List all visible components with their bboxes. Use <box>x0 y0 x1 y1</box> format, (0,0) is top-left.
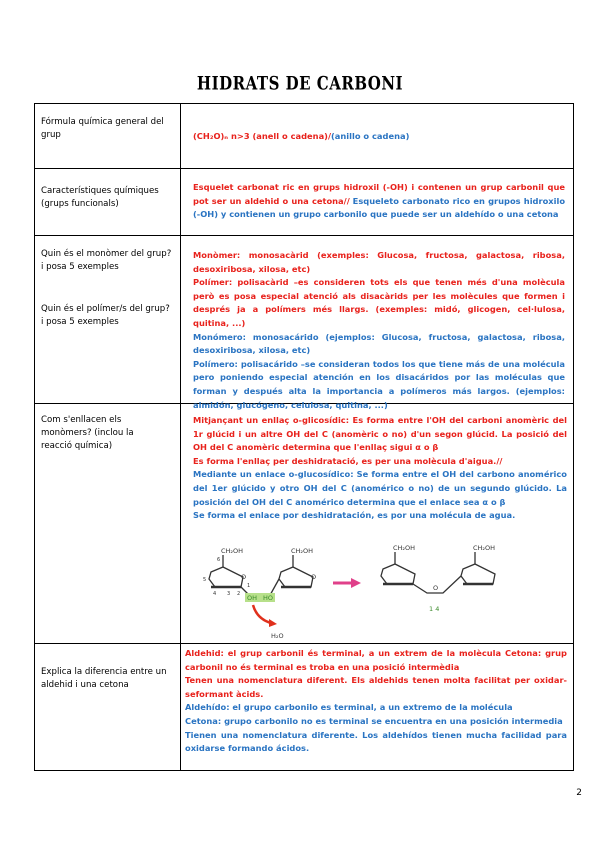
glucose-ring-2 <box>269 555 313 597</box>
formula-answer-catalan: (CH₂O)ₙ n>3 (anell o cadena)/ <box>193 131 331 141</box>
aldehyde-answer-catalan-2: Tenen una nomenclatura diferent. Els aldehids tenen molta facilitat per oxidar-seformant àcids. <box>185 675 567 699</box>
oh-label: OH <box>247 594 258 602</box>
bonding-answer-spanish: Mediante un enlace o-glucosídico: Se forma entre el OH del carbono anomérico del 1er glúcido y otro OH del C (anomérico o no) de un segundo glúcido. La posición del OH del C anomérico determina que el enlace sea α o β <box>193 469 567 507</box>
question-cell <box>35 104 181 169</box>
bonding-answer-catalan-2: Es forma l'enllaç per deshidratació, es per una molècula d'aigua.// <box>193 455 503 466</box>
reaction-arrowhead-icon <box>351 578 361 588</box>
carbon-number: 1 <box>247 583 251 589</box>
table-row <box>35 644 574 771</box>
question-cell <box>35 169 181 236</box>
bonding-answer-spanish-2: Se forma el enlace por deshidratación, es por una molécula de agua. <box>193 510 516 521</box>
question-cell <box>35 644 181 771</box>
bridge-oxygen-label: O <box>433 584 439 592</box>
bonding-answer-catalan: Mitjançant un enllaç o-glicosídic: Es forma entre l'OH del carboni anomèric del 1r glúcid i un altre OH del C (anomèric o no) d'un segon glúcid. La posició del OH del C anomèric determina que l'enllaç sigui α o β <box>193 415 567 453</box>
ho-label: HO <box>263 594 274 602</box>
water-label: H₂O <box>271 632 284 640</box>
aldehyde-question: Explica la diferencia entre un aldehid i una cetona <box>41 667 167 690</box>
carbohydrates-table <box>34 103 574 771</box>
aldehyde-answer-spanish: Aldehído: el grupo carbonilo es terminal, a un extremo de la molécula <box>185 702 513 713</box>
ch2oh-label-2: CH₂OH <box>291 547 314 555</box>
ch2oh-label-4: CH₂OH <box>473 544 496 552</box>
carbon-number: 6 <box>217 557 221 563</box>
formula-answer-spanish: (anillo o cadena) <box>331 131 410 141</box>
ch2oh-label-3: CH₂OH <box>393 544 416 552</box>
glycosidic-bond-diagram <box>193 539 571 643</box>
monomer-answer-catalan: Monòmer: monosacàrid (exemples: Glucosa, fructosa, galactosa, ribosa, desoxiribosa, xilosa, etc) <box>193 250 565 274</box>
carbon-number: 4 <box>213 591 217 597</box>
ring-oxygen-label-2: O <box>311 573 317 581</box>
page-number: 2 <box>576 788 582 798</box>
characteristics-answer-spanish: Esqueleto carbonato rico en grupos hidroxilo (-OH) y contienen un grupo carbonilo que puede ser un aldehído o una cetona <box>193 195 566 220</box>
table-row <box>35 236 574 404</box>
page-title: HIDRATS DE CARBONI <box>196 71 404 95</box>
aldehyde-answer-catalan: Aldehid: el grup carbonil és terminal, a un extrem de la molècula Cetona: grup carbonil no és terminal es troba en una posició intermèdia <box>185 648 567 672</box>
monomer-answer-spanish: Monómero: monosacárido (ejemplos: Glucosa, fructosa, galactosa, ribosa, desoxiribosa, xilosa, etc) <box>193 331 565 356</box>
characteristics-question: Característiques químiques (grups funcionals) <box>41 186 159 209</box>
answer-cell <box>181 104 574 169</box>
carbon-number: 3 <box>227 591 231 597</box>
table-row <box>35 404 574 644</box>
ketone-answer-spanish: Cetona: grupo carbonilo no es terminal se encuentra en una posición intermedia <box>185 715 563 726</box>
water-arrowhead-icon <box>269 619 277 627</box>
bond-position-label: 1 4 <box>429 605 440 613</box>
polymer-answer-spanish: Polímero: polisacárido –se consideran todos los que tiene más de una molécula pero poniendo especial atención en los disacáridos por las moléculas que forman y después alta la importancia a polímeros más largos. (ejemplos: almidón, glucógeno, celulosa, quitina, ...) <box>193 358 565 410</box>
bonding-question: Com s'enllacen els monòmers? (inclou la reacció química) <box>41 415 134 451</box>
formula-question: Fórmula química general del grup <box>41 117 164 140</box>
aldehyde-answer-spanish-3: Tienen una nomenclatura diferente. Los aldehídos tienen mucha facilidad para oxidarse formando ácidos. <box>185 729 567 754</box>
answer-cell <box>181 644 574 771</box>
ring-oxygen-label: O <box>241 573 247 581</box>
question-cell <box>35 404 181 644</box>
question-cell <box>35 236 181 404</box>
water-arrow-icon <box>253 605 271 623</box>
carbon-number: 2 <box>237 591 241 597</box>
answer-cell <box>181 169 574 236</box>
characteristics-answer-catalan: Esquelet carbonat ric en grups hidroxil (-OH) i contenen un grup carbonil que pot ser un aldehid o una cetona// <box>193 182 565 206</box>
polymer-question: Quin és el polímer/s del grup? i posa 5 exemples <box>41 304 170 327</box>
answer-cell <box>181 236 574 410</box>
monomer-question: Quin és el monòmer del grup? i posa 5 exemples <box>41 249 172 272</box>
table-row <box>35 169 574 236</box>
carbon-number: 5 <box>203 577 207 583</box>
answer-cell <box>181 404 574 644</box>
ch2oh-label: CH₂OH <box>221 547 244 555</box>
polymer-answer-catalan: Polímer: polisacàrid –es consideren tots els que tenen més d'una molècula però es posa especial atenció als disacàrids per les molècules que formen i després ja a polímers més llargs. (exemples: midó, glicogen, cel·lulosa, quitina, ...) <box>193 277 565 328</box>
table-row <box>35 104 574 169</box>
